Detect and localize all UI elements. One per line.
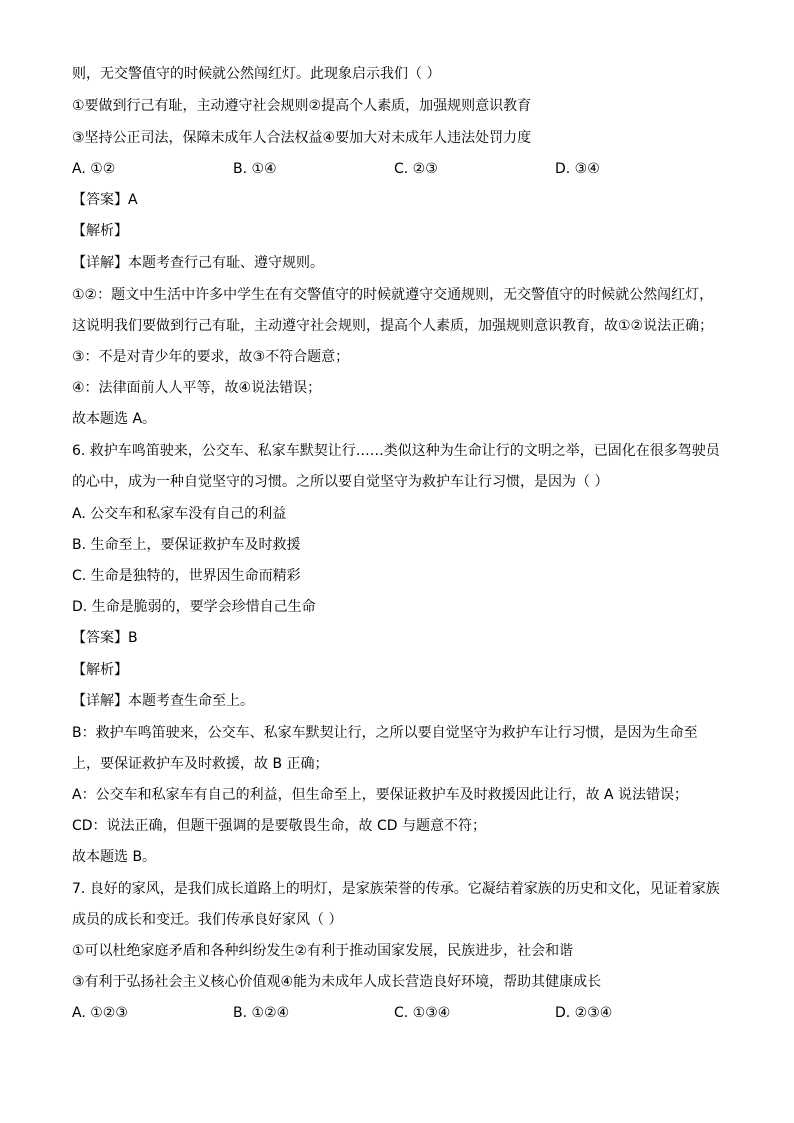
q5-answer: 【答案】A: [72, 192, 138, 208]
q6-explain-3: CD：说法正确，但题干强调的是要敬畏生命，故 CD 与题意不符；: [72, 818, 487, 834]
q6-stem-line-1: 6. 救护车鸣笛驶来，公交车、私家车默契让行……类似这种为生命让行的文明之举，已固化在很多驾驶员: [72, 443, 720, 459]
q7-option-c: C. ①③④: [394, 1005, 451, 1021]
q5-option-d: D. ③④: [555, 161, 600, 177]
q6-option-b: B. 生命至上，要保证救护车及时救援: [72, 537, 301, 553]
q7-option-d: D. ②③④: [555, 1005, 613, 1021]
q6-stem-line-2: 的心中，成为一种自觉坚守的习惯。之所以要自觉坚守为救护车让行习惯，是因为（ ）: [72, 474, 609, 490]
q5-choice-line-1: ①要做到行己有耻，主动遵守社会规则②提高个人素质，加强规则意识教育: [72, 98, 532, 114]
q6-explain-2: A：公交车和私家车有自己的利益，但生命至上，要保证救护车及时救援因此让行，故 A 说法错误；: [72, 787, 689, 803]
q5-detail: 【详解】本题考查行己有耻、遵守规则。: [72, 255, 324, 271]
q7-option-a: A. ①②③: [72, 1005, 128, 1021]
q5-explain-3: ④：法律面前人人平等，故④说法错误；: [72, 380, 322, 396]
q5-choice-line-2: ③坚持公正司法，保障未成年人合法权益④要加大对未成年人违法处罚力度: [72, 130, 532, 146]
q5-explain-1a: ①②：题文中生活中许多中学生在有交警值守的时候就遵守交通规则，无交警值守的时候就公然闯红灯，: [72, 287, 714, 303]
q6-option-a: A. 公交车和私家车没有自己的利益: [72, 506, 287, 522]
q6-option-c: C. 生命是独特的，世界因生命而精彩: [72, 568, 301, 584]
q5-stem-tail: 则，无交警值守的时候就公然闯红灯。此现象启示我们（ ）: [72, 66, 441, 82]
q5-analysis-label: 【解析】: [72, 223, 128, 239]
q5-option-a: A. ①②: [72, 161, 116, 177]
q6-conclusion: 故本题选 B。: [72, 849, 157, 865]
q5-options: [72, 159, 734, 179]
q6-explain-1b: 上，要保证救护车及时救援，故 B 正确；: [72, 756, 329, 772]
q7-stem-line-1: 7. 良好的家风，是我们成长道路上的明灯，是家族荣誉的传承。它凝结着家族的历史和文化，见证着家族: [72, 881, 720, 897]
q5-explain-2: ③：不是对青少年的要求，故③不符合题意；: [72, 349, 350, 365]
q7-choice-line-1: ①可以杜绝家庭矛盾和各种纠纷发生②有利于推动国家发展，民族进步，社会和谐: [72, 943, 574, 959]
q6-option-d: D. 生命是脆弱的，要学会珍惜自己生命: [72, 599, 316, 615]
q6-explain-1a: B：救护车鸣笛驶来，公交车、私家车默契让行，之所以要自觉坚守为救护车让行习惯，是因为生命至: [72, 725, 698, 741]
q5-option-b: B. ①④: [233, 161, 277, 177]
q7-options: [72, 1003, 734, 1023]
q5-conclusion: 故本题选 A。: [72, 411, 157, 427]
q7-option-b: B. ①②④: [233, 1005, 290, 1021]
q6-answer: 【答案】B: [72, 630, 138, 646]
q5-option-c: C. ②③: [394, 161, 438, 177]
q6-analysis-label: 【解析】: [72, 662, 128, 678]
q5-explain-1b: 这说明我们要做到行己有耻，主动遵守社会规则，提高个人素质，加强规则意识教育，故①②说法正确；: [72, 318, 714, 334]
q6-detail: 【详解】本题考查生命至上。: [72, 693, 254, 709]
q7-stem-line-2: 成员的成长和变迁。我们传承良好家风（ ）: [72, 912, 343, 928]
q7-choice-line-2: ③有利于弘扬社会主义核心价值观④能为未成年人成长营造良好环境，帮助其健康成长: [72, 974, 602, 990]
